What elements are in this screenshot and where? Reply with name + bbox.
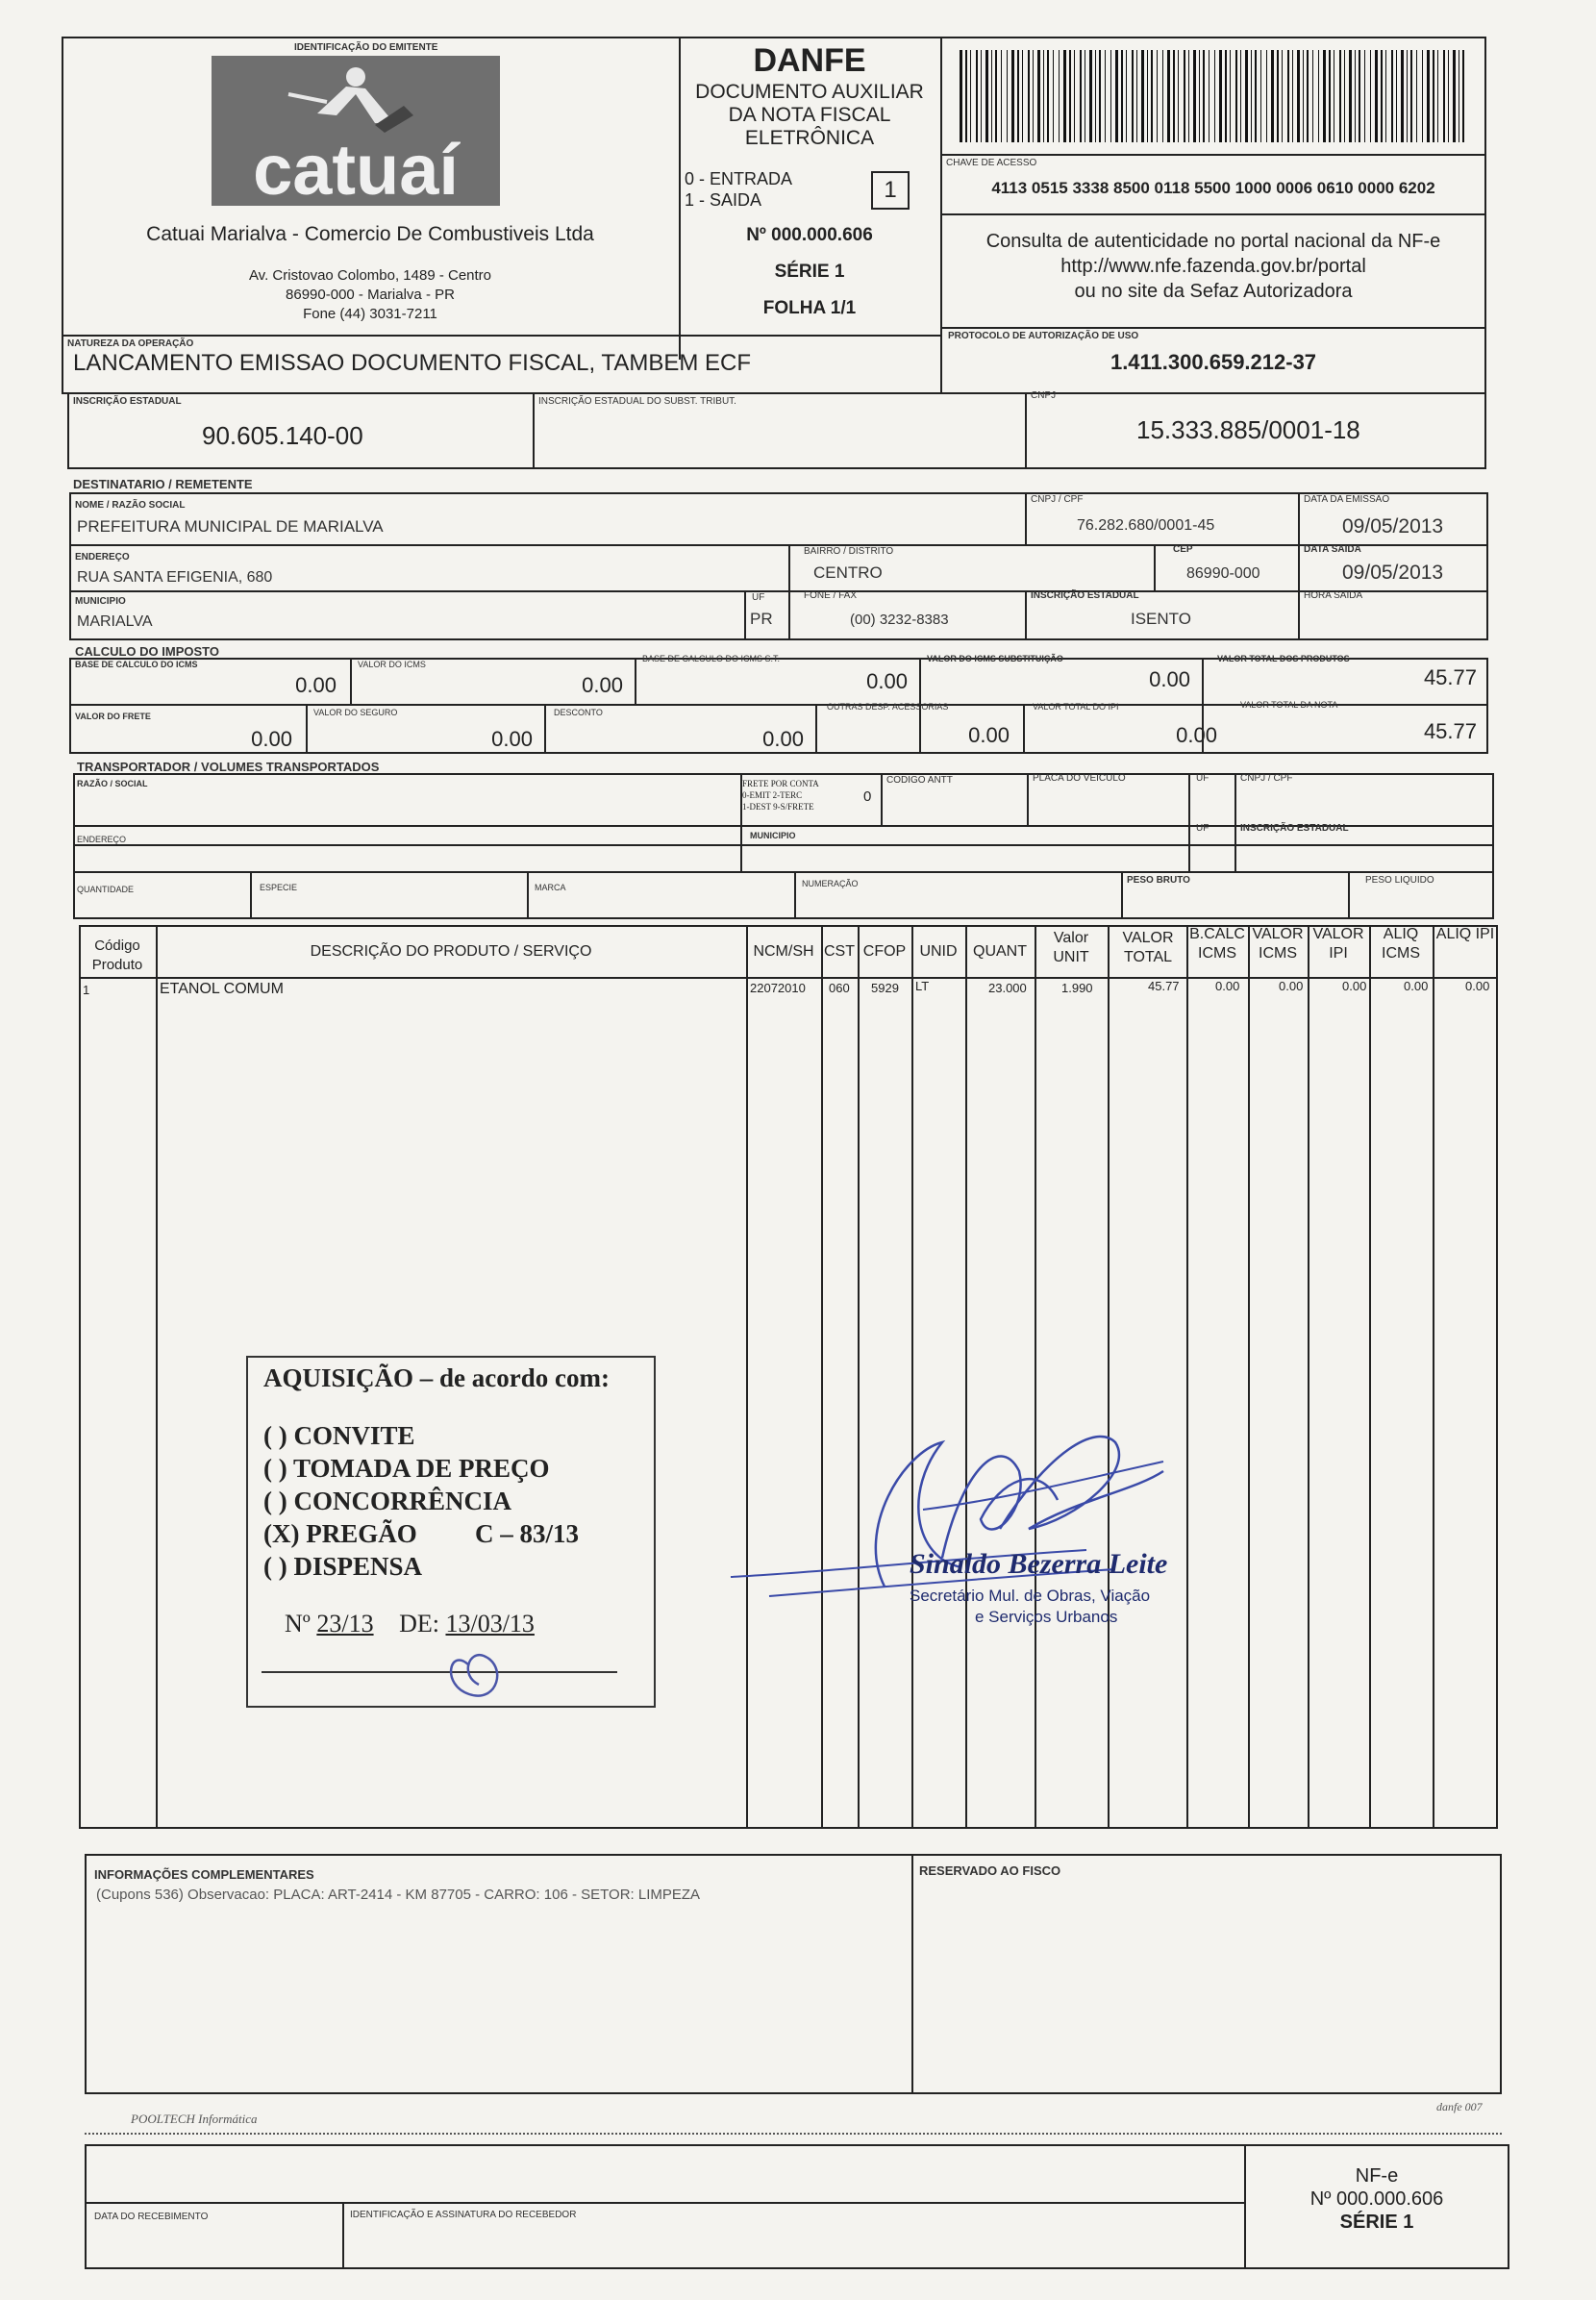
total-produtos-value: 45.77 — [1423, 665, 1477, 689]
cell-cfop: 5929 — [871, 981, 899, 995]
software-credit: POOLTECH Informática — [131, 2112, 258, 2126]
barcode-bar — [1292, 50, 1293, 142]
barcode-bar — [1167, 50, 1170, 142]
barcode-bar — [1115, 50, 1118, 142]
barcode-bar — [1433, 50, 1434, 142]
barcode-bar — [1422, 50, 1423, 142]
barcode-bar — [1043, 50, 1044, 142]
complementares-text: (Cupons 536) Observacao: PLACA: ART-2414 - KM 87705 - CARRO: 106 - SETOR: LIMPEZA — [96, 1887, 701, 1903]
dest-cep-label: CEP — [1173, 544, 1193, 555]
col-aliq-icms: ALIQ ICMS — [1382, 926, 1420, 962]
dest-cep-value: 86990-000 — [1186, 565, 1260, 582]
barcode-bar — [1266, 50, 1267, 142]
danfe-subtitle1: DOCUMENTO AUXILIAR — [695, 81, 924, 103]
barcode-bar — [1297, 50, 1300, 142]
dest-fone-label: FONE / FAX — [804, 590, 858, 601]
barcode-bar — [1074, 50, 1075, 142]
barcode-bar — [985, 50, 988, 142]
chave-label: CHAVE DE ACESSO — [946, 158, 1037, 168]
barcode-bar — [1416, 50, 1417, 142]
cell-valor-unit: 1.990 — [1061, 981, 1093, 995]
barcode-bar — [1141, 50, 1144, 142]
barcode-bar — [1277, 50, 1279, 142]
natureza-label: NATUREZA DA OPERAÇÃO — [67, 338, 194, 349]
transp-marca-label: MARCA — [535, 883, 566, 892]
ipi-value: 0.00 — [1176, 723, 1217, 747]
barcode-bar — [1260, 50, 1261, 142]
ie-st-label: INSCRIÇÃO ESTADUAL DO SUBST. TRIBUT. — [538, 396, 736, 407]
barcode-bar — [1080, 50, 1082, 142]
cell-valor-total: 45.77 — [1148, 979, 1180, 993]
transp-quantidade-label: QUANTIDADE — [77, 885, 135, 894]
fisco-label: RESERVADO AO FISCO — [919, 1863, 1061, 1878]
cell-quant: 23.000 — [988, 981, 1027, 995]
danfe-numero: Nº 000.000.606 — [746, 225, 873, 245]
stamp-initials-icon — [431, 1637, 517, 1704]
protocolo-label: PROTOCOLO DE AUTORIZAÇÃO DE USO — [948, 331, 1139, 341]
imposto-section: CALCULO DO IMPOSTO — [75, 644, 219, 659]
transp-peso-bruto-label: PESO BRUTO — [1127, 875, 1190, 886]
danfe-folha: FOLHA 1/1 — [762, 298, 857, 318]
barcode-bar — [1110, 50, 1111, 142]
barcode-bar — [1199, 50, 1200, 142]
barcode-bar — [1349, 50, 1352, 142]
barcode-bar — [1385, 50, 1386, 142]
danfe-version: danfe 007 — [1436, 2100, 1483, 2113]
barcode-bar — [981, 50, 982, 142]
stamp-convite: ( ) CONVITE — [263, 1421, 415, 1450]
transp-municipio-label: MUNICIPIO — [750, 831, 796, 840]
valor-icms-label: VALOR DO ICMS — [358, 660, 426, 669]
dest-ie-label: INSCRIÇÃO ESTADUAL — [1031, 590, 1139, 601]
destinatario-block — [69, 492, 1488, 640]
barcode-bar — [1255, 50, 1257, 142]
barcode-bar — [1407, 50, 1408, 142]
barcode-bar — [1069, 50, 1071, 142]
barcode-bar — [1214, 50, 1215, 142]
cell-unid: LT — [915, 979, 930, 993]
footer-numero: Nº 000.000.606 — [1309, 2188, 1444, 2210]
barcode-bar — [1344, 50, 1345, 142]
barcode-bar — [1303, 50, 1304, 142]
danfe-title: DANFE — [753, 42, 866, 79]
dest-bairro-value: CENTRO — [813, 563, 883, 582]
assinatura-label: IDENTIFICAÇÃO E ASSINATURA DO RECEBEDOR — [350, 2210, 577, 2220]
transp-frete-line1: FRETE POR CONTA — [742, 779, 819, 788]
total-nota-value: 45.77 — [1423, 719, 1477, 743]
barcode-bar — [1022, 50, 1023, 142]
barcode-bar — [976, 50, 978, 142]
recebimento-label: DATA DO RECEBIMENTO — [94, 2212, 209, 2222]
col-aliq-ipi: ALIQ IPI — [1435, 926, 1495, 942]
col-valor-unit: Valor UNIT — [1053, 930, 1089, 965]
barcode-bar — [1162, 50, 1163, 142]
cell-vipi: 0.00 — [1342, 979, 1367, 993]
cut-line — [85, 2133, 1502, 2135]
col-quant: QUANT — [973, 943, 1027, 960]
barcode-bar — [1359, 50, 1360, 142]
stamp-num-prefix: Nº — [285, 1610, 311, 1638]
stamp-pregao: (X) PREGÃO — [263, 1519, 417, 1548]
transp-frete-line3: 1-DEST 9-S/FRETE — [742, 802, 814, 812]
barcode-bar — [1251, 50, 1252, 142]
dest-cnpj-value: 76.282.680/0001-45 — [1077, 517, 1215, 534]
transp-ie-label: INSCRIÇÃO ESTADUAL — [1240, 823, 1349, 834]
barcode-bar — [1095, 50, 1096, 142]
barcode — [960, 50, 1467, 142]
barcode-bar — [1001, 50, 1002, 142]
dest-emissao-label: DATA DA EMISSÃO — [1304, 494, 1390, 505]
barcode-bar — [1381, 50, 1383, 142]
dest-municipio-label: MUNICIPIO — [75, 596, 126, 607]
barcode-bar — [995, 50, 997, 142]
stamp-title: AQUISIÇÃO – de acordo com: — [263, 1363, 610, 1392]
stamp-dispensa: ( ) DISPENSA — [263, 1552, 423, 1581]
barcode-bar — [1230, 50, 1231, 142]
footer-serie: SÉRIE 1 — [1339, 2212, 1414, 2233]
cell-cst: 060 — [829, 981, 850, 995]
barcode-bar — [1391, 50, 1393, 142]
frete-label: VALOR DO FRETE — [75, 712, 151, 721]
cell-descricao: ETANOL COMUM — [160, 981, 284, 997]
stamp-de-prefix: DE: — [399, 1610, 439, 1638]
transportador-section: TRANSPORTADOR / VOLUMES TRANSPORTADOS — [77, 760, 380, 774]
seguro-value: 0.00 — [491, 727, 533, 751]
consulta-line2: http://www.nfe.fazenda.gov.br/portal — [1060, 256, 1366, 277]
barcode-bar — [1121, 50, 1123, 142]
barcode-bar — [1437, 50, 1438, 142]
barcode-bar — [1323, 50, 1326, 142]
seguro-label: VALOR DO SEGURO — [313, 708, 398, 717]
stamp-de: 13/03/13 — [445, 1610, 535, 1638]
natureza-value: LANCAMENTO EMISSAO DOCUMENTO FISCAL, TAMBEM ECF — [73, 350, 751, 376]
stamp-num: 23/13 — [316, 1610, 374, 1638]
dest-municipio-value: MARIALVA — [77, 613, 153, 630]
col-vicms: VALOR ICMS — [1252, 926, 1304, 962]
barcode-bar — [1203, 50, 1205, 142]
dest-bairro-label: BAIRRO / DISTRITO — [804, 546, 894, 557]
danfe-entrada: 0 - ENTRADA — [685, 169, 793, 188]
danfe-saida: 1 - SAIDA — [685, 190, 762, 210]
danfe-subtitle3: ELETRÔNICA — [744, 127, 875, 149]
protocolo-value: 1.411.300.659.212-37 — [1110, 350, 1317, 374]
barcode-bar — [1136, 50, 1137, 142]
stamp-concorrencia: ( ) CONCORRÊNCIA — [263, 1487, 511, 1515]
barcode-bar — [960, 50, 962, 142]
frete-value: 0.00 — [251, 727, 292, 751]
cnpj-value: 15.333.885/0001-18 — [1136, 415, 1360, 444]
valor-icms-value: 0.00 — [582, 673, 623, 697]
barcode-bar — [1193, 50, 1196, 142]
barcode-bar — [1053, 50, 1054, 142]
transp-cnpj-label: CNPJ / CPF — [1240, 773, 1293, 784]
transp-especie-label: ESPECIE — [260, 883, 298, 892]
dest-fone-value: (00) 3232-8383 — [850, 612, 949, 628]
transp-razao-label: RAZÃO / SOCIAL — [77, 779, 148, 788]
col-vipi: VALOR IPI — [1312, 926, 1364, 962]
col-cfop: CFOP — [862, 943, 907, 960]
cnpj-label: CNPJ — [1031, 390, 1057, 401]
barcode-bar — [1028, 50, 1030, 142]
barcode-bar — [1401, 50, 1404, 142]
cell-codigo: 1 — [83, 983, 90, 997]
col-cst: CST — [824, 943, 855, 960]
transp-frete-line2: 0-EMIT 2-TERC — [742, 790, 803, 800]
dest-uf-value: PR — [750, 610, 773, 628]
barcode-bar — [1240, 50, 1241, 142]
barcode-bar — [1178, 50, 1179, 142]
transp-endereco-label: ENDEREÇO — [77, 835, 127, 844]
signature-name: Sinaldo Bezerra Leite — [910, 1548, 1168, 1580]
barcode-bar — [1245, 50, 1248, 142]
barcode-bar — [1017, 50, 1019, 142]
outras-label: OUTRAS DESP. ACESSORIAS — [827, 702, 949, 712]
logo-text: catuaí — [253, 130, 459, 210]
barcode-bar — [970, 50, 971, 142]
cell-bcalc: 0.00 — [1215, 979, 1240, 993]
col-valor-total: VALOR TOTAL — [1122, 930, 1174, 965]
barcode-bar — [1225, 50, 1227, 142]
col-descricao: DESCRIÇÃO DO PRODUTO / SERVIÇO — [310, 943, 592, 960]
danfe-subtitle2: DA NOTA FISCAL — [728, 104, 891, 126]
col-unid: UNID — [919, 943, 958, 960]
aquisicao-stamp — [246, 1356, 656, 1708]
cell-aliq-icms: 0.00 — [1404, 979, 1429, 993]
dest-uf-label: UF — [752, 592, 765, 603]
transp-uf2-label: UF — [1196, 823, 1209, 834]
dest-endereco-value: RUA SANTA EFIGENIA, 680 — [77, 569, 273, 586]
barcode-bar — [1235, 50, 1237, 142]
barcode-bar — [1355, 50, 1356, 142]
danfe-serie: SÉRIE 1 — [774, 262, 845, 282]
ipi-label: VALOR TOTAL DO IPI — [1033, 702, 1119, 712]
ie-value: 90.605.140-00 — [202, 421, 363, 450]
transp-antt-label: CODIGO ANTT — [886, 775, 953, 786]
outras-value: 0.00 — [968, 723, 1010, 747]
dest-saida-label: DATA SAIDA — [1304, 544, 1361, 555]
barcode-bar — [1271, 50, 1274, 142]
consulta-line3: ou no site da Sefaz Autorizadora — [1074, 281, 1353, 302]
transp-placa-label: PLACA DO VEICULO — [1033, 773, 1126, 784]
barcode-bar — [1287, 50, 1289, 142]
emitente-phone: Fone (44) 3031-7211 — [303, 306, 437, 322]
barcode-bar — [1173, 50, 1175, 142]
desconto-value: 0.00 — [762, 727, 804, 751]
barcode-bar — [1184, 50, 1185, 142]
valor-st-label: VALOR DO ICMS SUBSTITUIÇÃO — [927, 654, 1063, 663]
signature-role2: e Serviços Urbanos — [975, 1608, 1118, 1626]
base-icms-label: BASE DE CALCULO DO ICMS — [75, 660, 198, 669]
consulta-line1: Consulta de autenticidade no portal nacional da NF-e — [985, 231, 1441, 252]
barcode-bar — [965, 50, 967, 142]
barcode-bar — [1132, 50, 1134, 142]
barcode-bar — [1188, 50, 1189, 142]
base-icms-value: 0.00 — [295, 673, 337, 697]
dest-nome-value: PREFEITURA MUNICIPAL DE MARIALVA — [77, 517, 384, 536]
stamp-tomada: ( ) TOMADA DE PREÇO — [263, 1454, 550, 1483]
transp-frete-value: 0 — [863, 788, 872, 805]
transp-numeracao-label: NUMERAÇÃO — [802, 879, 859, 888]
cell-vicms: 0.00 — [1279, 979, 1304, 993]
barcode-bar — [1370, 50, 1371, 142]
dest-nome-label: NOME / RAZÃO SOCIAL — [75, 500, 186, 511]
ie-label: INSCRIÇÃO ESTADUAL — [73, 396, 182, 407]
barcode-bar — [1037, 50, 1040, 142]
desconto-label: DESCONTO — [554, 708, 603, 717]
destinatario-section: DESTINATARIO / REMETENTE — [73, 477, 253, 491]
barcode-bar — [1147, 50, 1148, 142]
col-bcalc: B.CÁLC ICMS — [1189, 926, 1245, 962]
emitente-name: Catuai Marialva - Comercio De Combustiveis Ltda — [146, 223, 594, 245]
danfe-tipo: 1 — [871, 171, 910, 210]
valor-st-value: 0.00 — [1149, 667, 1190, 691]
barcode-bar — [1047, 50, 1049, 142]
base-st-label: BASE DE CALCULO DO ICMS S.T. — [642, 654, 781, 663]
barcode-bar — [1089, 50, 1092, 142]
stamp-pregao-ref: C – 83/13 — [475, 1519, 579, 1548]
logo — [212, 56, 500, 210]
barcode-bar — [1462, 50, 1464, 142]
barcode-bar — [1427, 50, 1430, 142]
emitente-address2: 86990-000 - Marialva - PR — [286, 287, 455, 303]
barcode-bar — [1312, 50, 1313, 142]
footer-nfe: NF-e — [1355, 2165, 1399, 2187]
base-st-value: 0.00 — [866, 669, 908, 693]
barcode-bar — [1448, 50, 1449, 142]
dest-endereco-label: ENDEREÇO — [75, 552, 130, 562]
barcode-bar — [1282, 50, 1283, 142]
barcode-bar — [1339, 50, 1341, 142]
total-produtos-label: VALOR TOTAL DOS PRODUTOS — [1217, 654, 1350, 663]
cell-aliq-ipi: 0.00 — [1465, 979, 1490, 993]
barcode-bar — [1318, 50, 1319, 142]
transp-uf-label: UF — [1196, 773, 1209, 784]
barcode-bar — [1157, 50, 1158, 142]
barcode-bar — [1063, 50, 1066, 142]
complementares-label: INFORMAÇÕES COMPLEMENTARES — [94, 1867, 314, 1882]
cell-ncm: 22072010 — [750, 981, 806, 995]
barcode-bar — [1059, 50, 1060, 142]
barcode-bar — [1364, 50, 1365, 142]
barcode-bar — [1453, 50, 1456, 142]
transp-peso-liquido-label: PESO LIQUIDO — [1365, 875, 1434, 886]
barcode-bar — [1011, 50, 1014, 142]
emitente-address1: Av. Cristovao Colombo, 1489 - Centro — [248, 267, 492, 284]
barcode-bar — [1151, 50, 1153, 142]
barcode-bar — [1105, 50, 1106, 142]
barcode-bar — [1443, 50, 1445, 142]
barcode-bar — [1099, 50, 1101, 142]
barcode-bar — [1033, 50, 1034, 142]
barcode-bar — [1126, 50, 1127, 142]
barcode-bar — [1329, 50, 1331, 142]
barcode-bar — [1410, 50, 1412, 142]
barcode-bar — [991, 50, 992, 142]
col-codigo: Código Produto — [91, 938, 143, 973]
dest-saida-value: 09/05/2013 — [1342, 562, 1444, 584]
barcode-bar — [1307, 50, 1309, 142]
dest-hora-label: HORA SAIDA — [1304, 590, 1363, 601]
dest-emissao-value: 09/05/2013 — [1342, 515, 1444, 538]
col-ncm: NCM/SH — [753, 943, 814, 960]
barcode-bar — [1375, 50, 1378, 142]
dest-cnpj-label: CNPJ / CPF — [1031, 494, 1084, 505]
barcode-bar — [1396, 50, 1397, 142]
chave-value: 4113 0515 3338 8500 0118 5500 1000 0006 0610 0000 6202 — [991, 179, 1435, 197]
barcode-bar — [1219, 50, 1222, 142]
dest-ie-value: ISENTO — [1131, 610, 1191, 628]
signature-role1: Secretário Mul. de Obras, Viação — [910, 1587, 1151, 1605]
total-nota-label: VALOR TOTAL DA NOTA — [1240, 700, 1338, 710]
emitente-label: IDENTIFICAÇÃO DO EMITENTE — [294, 42, 438, 53]
barcode-bar — [1007, 50, 1008, 142]
